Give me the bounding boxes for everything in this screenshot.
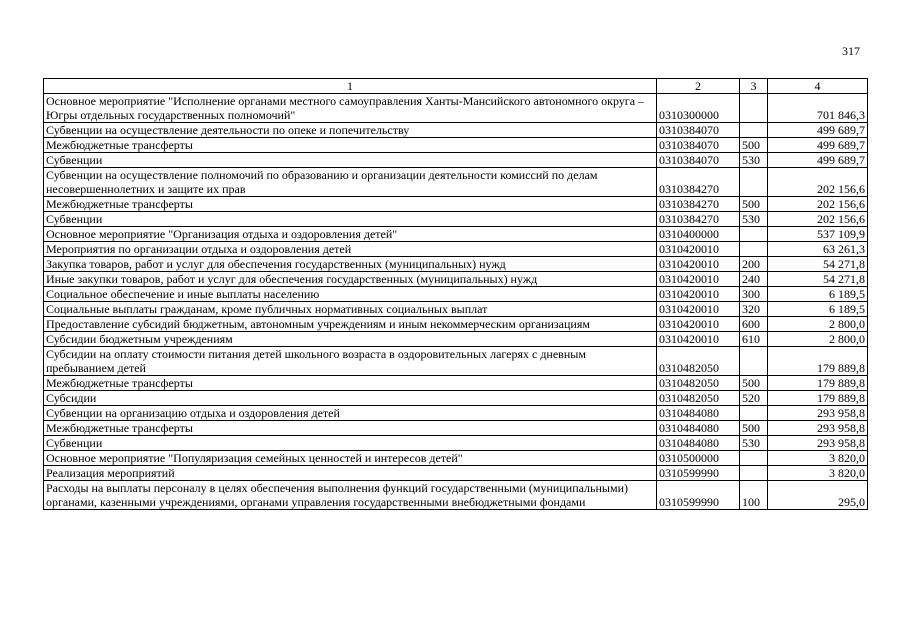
row-type-cell: 610 — [740, 332, 768, 347]
row-code-cell: 0310599990 — [657, 481, 740, 510]
row-type-cell: 520 — [740, 391, 768, 406]
row-type-cell: 500 — [740, 138, 768, 153]
column-header-sum: 4 — [768, 79, 868, 94]
table-row — [44, 272, 868, 287]
table-row — [44, 317, 868, 332]
row-name-cell: Субвенции на осуществление полномочий по образованию и организации деятельности комиссий по делам несовершеннолетних и защите их прав — [44, 168, 657, 197]
row-sum-cell: 499 689,7 — [768, 153, 868, 168]
row-type-cell — [740, 168, 768, 197]
row-sum-cell: 537 109,9 — [768, 227, 868, 242]
row-type-cell: 530 — [740, 212, 768, 227]
row-name-cell: Закупка товаров, работ и услуг для обеспечения государственных (муниципальных) нужд — [44, 257, 657, 272]
row-type-cell — [740, 242, 768, 257]
row-type-cell — [740, 94, 768, 123]
table-row — [44, 138, 868, 153]
table-row — [44, 123, 868, 138]
row-name-cell: Субвенции на организацию отдыха и оздоровления детей — [44, 406, 657, 421]
row-name-cell: Межбюджетные трансферты — [44, 376, 657, 391]
row-name-cell: Субвенции — [44, 436, 657, 451]
budget-table — [43, 78, 868, 510]
column-header-code: 2 — [657, 79, 740, 94]
row-sum-cell: 63 261,3 — [768, 242, 868, 257]
row-sum-cell: 293 958,8 — [768, 406, 868, 421]
table-row — [44, 436, 868, 451]
row-code-cell: 0310484080 — [657, 421, 740, 436]
row-sum-cell: 179 889,8 — [768, 376, 868, 391]
row-code-cell: 0310482050 — [657, 347, 740, 376]
table-row — [44, 242, 868, 257]
page-number: 317 — [842, 44, 860, 58]
table-row — [44, 287, 868, 302]
row-name-cell: Субвенции — [44, 153, 657, 168]
table-row — [44, 481, 868, 510]
row-code-cell: 0310420010 — [657, 302, 740, 317]
row-code-cell: 0310482050 — [657, 391, 740, 406]
column-header-type: 3 — [740, 79, 768, 94]
table-row — [44, 391, 868, 406]
row-sum-cell: 179 889,8 — [768, 391, 868, 406]
row-name-cell: Субсидии — [44, 391, 657, 406]
row-code-cell: 0310384270 — [657, 168, 740, 197]
row-type-cell: 530 — [740, 153, 768, 168]
table-header-row — [44, 79, 868, 94]
row-type-cell: 300 — [740, 287, 768, 302]
row-name-cell: Мероприятия по организации отдыха и оздоровления детей — [44, 242, 657, 257]
row-code-cell: 0310384070 — [657, 153, 740, 168]
table-row — [44, 153, 868, 168]
table-row — [44, 347, 868, 376]
row-type-cell — [740, 347, 768, 376]
row-type-cell: 100 — [740, 481, 768, 510]
column-header-name: 1 — [44, 79, 657, 94]
row-code-cell: 0310484080 — [657, 436, 740, 451]
row-name-cell: Основное мероприятие "Исполнение органами местного самоуправления Ханты-Мансийского автономного округа – Югры отдельных государственных полномочий" — [44, 94, 657, 123]
row-name-cell: Субвенции на осуществление деятельности по опеке и попечительству — [44, 123, 657, 138]
table-row — [44, 212, 868, 227]
row-code-cell: 0310384070 — [657, 123, 740, 138]
row-name-cell: Реализация мероприятий — [44, 466, 657, 481]
row-name-cell: Субсидии на оплату стоимости питания детей школьного возраста в оздоровительных лагерях с дневным пребыванием детей — [44, 347, 657, 376]
row-code-cell: 0310384070 — [657, 138, 740, 153]
row-type-cell — [740, 123, 768, 138]
row-code-cell: 0310384270 — [657, 212, 740, 227]
row-name-cell: Социальное обеспечение и иные выплаты населению — [44, 287, 657, 302]
row-type-cell: 500 — [740, 421, 768, 436]
row-sum-cell: 3 820,0 — [768, 466, 868, 481]
row-type-cell — [740, 406, 768, 421]
table-row — [44, 466, 868, 481]
row-name-cell: Предоставление субсидий бюджетным, автономным учреждениям и иным некоммерческим организациям — [44, 317, 657, 332]
row-code-cell: 0310420010 — [657, 272, 740, 287]
row-type-cell: 500 — [740, 197, 768, 212]
row-sum-cell: 202 156,6 — [768, 197, 868, 212]
row-code-cell: 0310384270 — [657, 197, 740, 212]
row-name-cell: Субсидии бюджетным учреждениям — [44, 332, 657, 347]
row-sum-cell: 2 800,0 — [768, 317, 868, 332]
row-sum-cell: 499 689,7 — [768, 138, 868, 153]
row-code-cell: 0310599990 — [657, 466, 740, 481]
row-sum-cell: 54 271,8 — [768, 272, 868, 287]
row-sum-cell: 202 156,6 — [768, 212, 868, 227]
table-row — [44, 376, 868, 391]
table-row — [44, 94, 868, 123]
row-sum-cell: 3 820,0 — [768, 451, 868, 466]
row-sum-cell: 6 189,5 — [768, 287, 868, 302]
row-name-cell: Межбюджетные трансферты — [44, 421, 657, 436]
row-name-cell: Субвенции — [44, 212, 657, 227]
table-row — [44, 168, 868, 197]
table-row — [44, 197, 868, 212]
row-code-cell: 0310482050 — [657, 376, 740, 391]
row-type-cell: 240 — [740, 272, 768, 287]
row-name-cell: Основное мероприятие "Организация отдыха и оздоровления детей" — [44, 227, 657, 242]
row-sum-cell: 2 800,0 — [768, 332, 868, 347]
row-type-cell: 530 — [740, 436, 768, 451]
table-row — [44, 257, 868, 272]
row-name-cell: Межбюджетные трансферты — [44, 138, 657, 153]
row-sum-cell: 701 846,3 — [768, 94, 868, 123]
table-row — [44, 406, 868, 421]
row-sum-cell: 293 958,8 — [768, 421, 868, 436]
row-type-cell — [740, 451, 768, 466]
row-code-cell: 0310420010 — [657, 257, 740, 272]
row-type-cell — [740, 227, 768, 242]
row-name-cell: Расходы на выплаты персоналу в целях обеспечения выполнения функций государственными (муниципальными) органами, казенными учреждениями, органами управления государственными внебюджетными фондами — [44, 481, 657, 510]
row-code-cell: 0310400000 — [657, 227, 740, 242]
row-name-cell: Социальные выплаты гражданам, кроме публичных нормативных социальных выплат — [44, 302, 657, 317]
row-sum-cell: 499 689,7 — [768, 123, 868, 138]
row-code-cell: 0310420010 — [657, 287, 740, 302]
row-code-cell: 0310420010 — [657, 317, 740, 332]
row-sum-cell: 202 156,6 — [768, 168, 868, 197]
row-sum-cell: 295,0 — [768, 481, 868, 510]
row-type-cell: 600 — [740, 317, 768, 332]
row-name-cell: Основное мероприятие "Популяризация семейных ценностей и интересов детей" — [44, 451, 657, 466]
row-name-cell: Иные закупки товаров, работ и услуг для обеспечения государственных (муниципальных) нужд — [44, 272, 657, 287]
table-row — [44, 421, 868, 436]
row-type-cell: 200 — [740, 257, 768, 272]
table-row — [44, 451, 868, 466]
row-code-cell: 0310300000 — [657, 94, 740, 123]
row-sum-cell: 54 271,8 — [768, 257, 868, 272]
row-code-cell: 0310420010 — [657, 332, 740, 347]
row-type-cell: 500 — [740, 376, 768, 391]
row-sum-cell: 293 958,8 — [768, 436, 868, 451]
table-row — [44, 227, 868, 242]
row-code-cell: 0310484080 — [657, 406, 740, 421]
row-name-cell: Межбюджетные трансферты — [44, 197, 657, 212]
row-code-cell: 0310500000 — [657, 451, 740, 466]
row-sum-cell: 6 189,5 — [768, 302, 868, 317]
row-type-cell — [740, 466, 768, 481]
row-type-cell: 320 — [740, 302, 768, 317]
row-sum-cell: 179 889,8 — [768, 347, 868, 376]
table-row — [44, 302, 868, 317]
row-code-cell: 0310420010 — [657, 242, 740, 257]
table-row — [44, 332, 868, 347]
